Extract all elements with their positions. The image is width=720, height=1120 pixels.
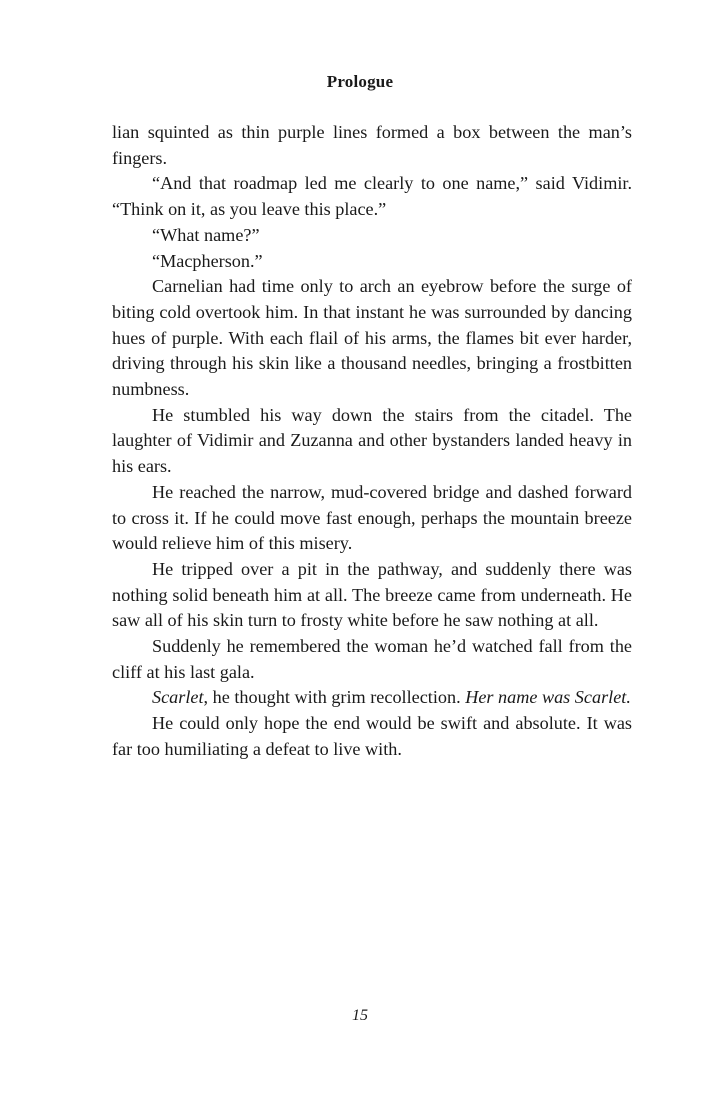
paragraph-7-text: He reached the narrow, mud-covered bridge and dashed forward to cross it. If he could move fast enough, perhaps the mountain breeze would relieve him of this misery. [112,481,632,554]
paragraph-1 [112,120,632,171]
paragraph-5 [112,274,632,403]
paragraph-8-text: He tripped over a pit in the pathway, and suddenly there was nothing solid beneath him at all. The breeze came from underneath. He saw all of his skin turn to frosty white before he saw nothing at all. [112,558,632,631]
paragraph-5-text: Carnelian had time only to arch an eyebrow before the surge of biting cold overtook him. In that instant he was surrounded by dancing hues of purple. With each flail of his arms, the flames bit ever harder, driving through his skin like a thousand needles, bringing a frostbitten numbness. [112,276,632,400]
paragraph-9-text: Suddenly he remembered the woman he’d watched fall from the cliff at his last gala. [112,636,632,682]
paragraph-3 [112,223,632,249]
paragraph-6 [112,403,632,480]
paragraph-2 [112,171,632,222]
paragraph-4-text: “Macpherson.” [152,250,263,271]
paragraph-3-text: “What name?” [152,224,260,245]
italic-thought: Her name was Scarlet. [465,687,631,708]
paragraph-2-text: “And that roadmap led me clearly to one name,” said Vidimir. “Think on it, as you leave this place.” [112,173,632,220]
paragraph-11 [112,711,632,762]
paragraph-10-text: , he thought with grim recollection. [203,687,466,708]
paragraph-8 [112,557,632,634]
paragraph-4 [112,249,632,275]
running-head: Prologue [326,72,394,91]
paragraph-9 [112,634,632,685]
paragraph-1-text: lian squinted as thin purple lines formed a box between the man’s fingers. [112,122,632,168]
paragraph-10 [112,685,632,711]
body-text [112,120,632,763]
italic-name-scarlet: Scarlet [152,687,204,708]
paragraph-7 [112,480,632,557]
paragraph-6-text: He stumbled his way down the stairs from the citadel. The laughter of Vidimir and Zuzanna and other bystanders landed heavy in his ears. [112,404,632,477]
page-number: 15 [352,1007,368,1024]
paragraph-11-text: He could only hope the end would be swift and absolute. It was far too humiliating a defeat to live with. [112,713,632,759]
